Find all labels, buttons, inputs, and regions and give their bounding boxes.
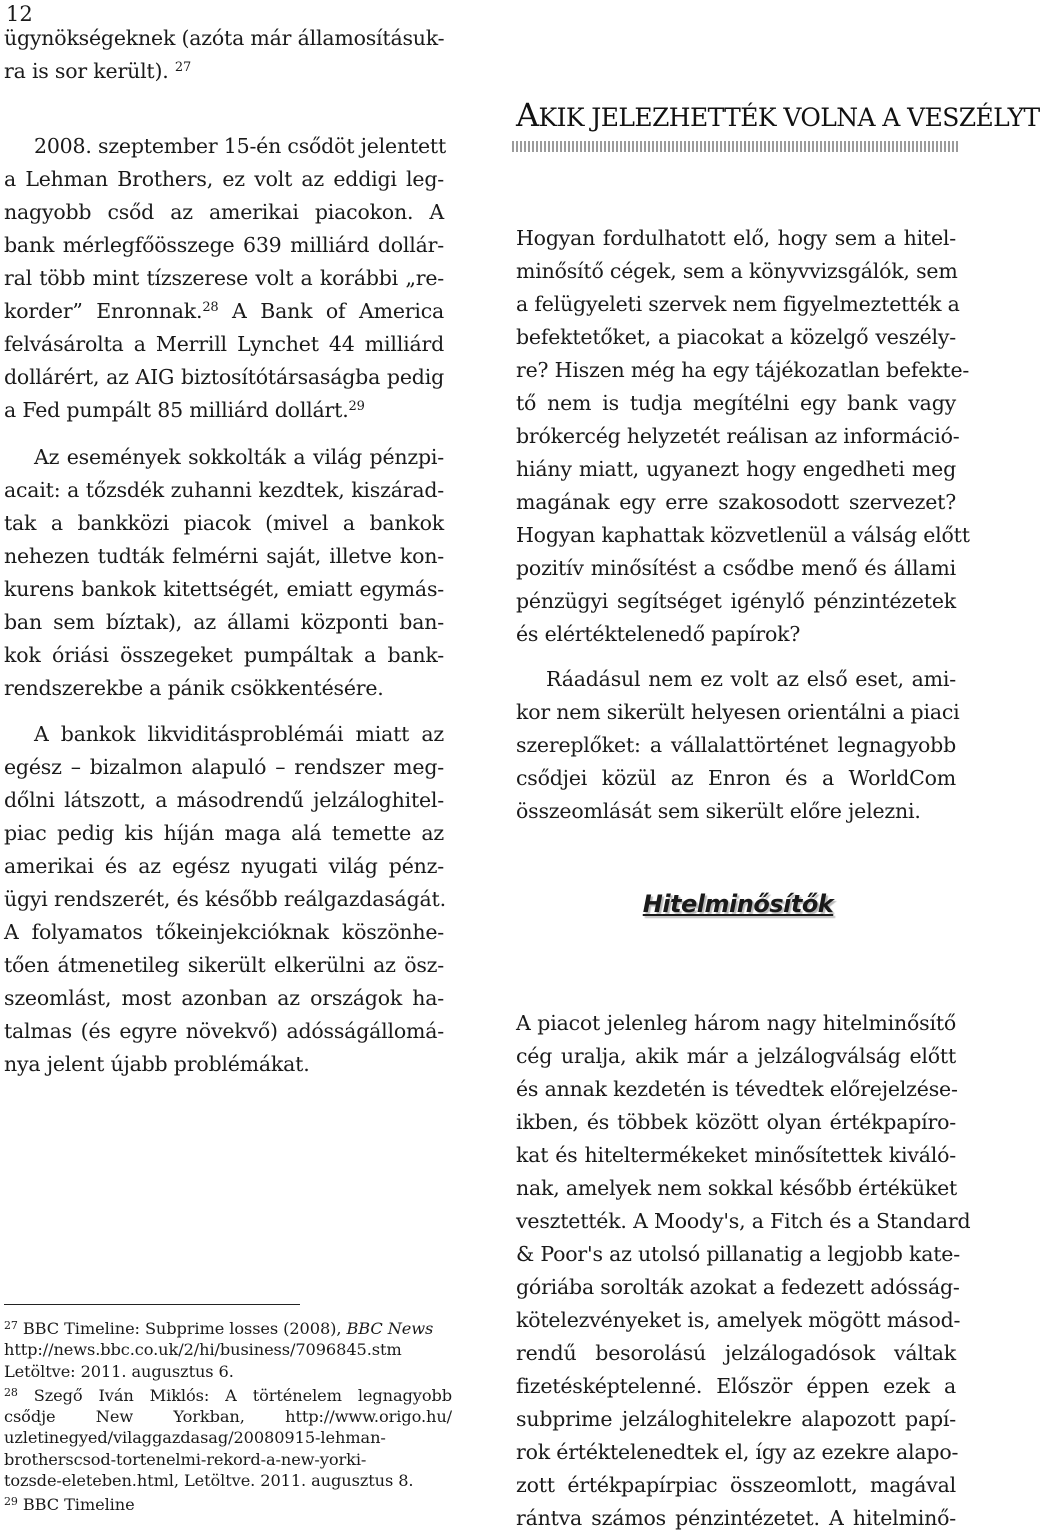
text-line: a Fed pumpált 85 milliárd dollárt.$^{29}$	[4, 398, 365, 422]
text-line: talmas (és egyre növekvő) adósságállomá-	[4, 1019, 444, 1043]
text-line: ra is sor került). $^{27}$	[4, 59, 192, 83]
text-line: nagyobb csőd az amerikai piacokon. A	[4, 200, 444, 224]
text-line: és annak kezdetén is tévedtek előrejelzése-	[516, 1077, 958, 1101]
text-line: A piacot jelenleg három nagy hitelminősítő	[516, 1011, 956, 1035]
text-line: subprime jelzáloghitelekre alapozott papí-	[516, 1407, 956, 1431]
footnote-ref: 29	[348, 399, 365, 414]
text-line: re? Hiszen még ha egy tájékozatlan befekte-	[516, 358, 970, 382]
footnote-line: Letöltve: 2011. augusztus 6.	[4, 1361, 234, 1381]
text-line: tően átmenetileg sikerült elkerülni az ösz-	[4, 953, 444, 977]
section-title: AKIK JELEZHETTÉK VOLNA A VESZÉLYT	[516, 96, 1040, 134]
text-line: rok értéktelenedtek el, így az ezekre alapo-	[516, 1440, 959, 1464]
text-line: pozitív minősítést a csődbe menő és állami	[516, 556, 956, 580]
text-line: nehezen tudták felmérni saját, illetve kon-	[4, 544, 444, 568]
footnote-29	[4, 1494, 452, 1515]
text-line: cég uralja, akik már a jelzálogválság előtt	[516, 1044, 956, 1068]
footnote-line: $^{27}$ BBC Timeline: Subprime losses (2008), BBC News	[4, 1319, 434, 1338]
text-line: szereplőket: a vállalattörténet legnagyobb	[516, 733, 956, 757]
text-line: zott értékpapírpiac összeomlott, magával	[516, 1473, 956, 1497]
left-paragraph-1	[4, 22, 444, 88]
title-underline-bar	[512, 141, 958, 152]
footnote-27	[4, 1318, 452, 1382]
text-line: ügyi rendszerét, és később reálgazdaságát.	[4, 887, 446, 911]
text-line: A folyamatos tőkeinjekcióknak köszönhe-	[4, 920, 444, 944]
text-line: nya jelent újabb problémákat.	[4, 1052, 310, 1076]
footnote-line: tozsde-eleteben.html, Letöltve. 2011. augusztus 8.	[4, 1471, 414, 1491]
text-line: A bankok likviditásproblémái miatt az	[34, 722, 444, 746]
footnote-ref: 28	[202, 300, 219, 315]
text-line: rántva számos pénzintézetet. A hitelminő-	[516, 1506, 956, 1530]
text-line: amerikai és az egész nyugati világ pénz-	[4, 854, 444, 878]
text-line: ban sem bíztak), az állami központi ban-	[4, 610, 444, 634]
footnote-line: brotherscsod-tortenelmi-rekord-a-new-yorki-	[4, 1449, 367, 1469]
text-line: góriába sorolták azokat a fedezett adósság-	[516, 1275, 960, 1299]
text-line: Hogyan kaphattak közvetlenül a válság előtt	[516, 523, 970, 547]
text-line: 2008. szeptember 15-én csődöt jelentett	[34, 134, 447, 158]
text-line: ikben, és többek között olyan értékpapíro-	[516, 1110, 956, 1134]
source-name: BBC News	[346, 1319, 434, 1338]
text-line: dőlni látszott, a másodrendű jelzáloghitel-	[4, 788, 444, 812]
footnote-28	[4, 1385, 452, 1491]
footnote-link[interactable]: http://news.bbc.co.uk/2/hi/business/7096845.stm	[4, 1340, 402, 1360]
text-line: pénzügyi segítséget igénylő pénzintézetek	[516, 589, 956, 613]
footnote-line: $^{28}$ Szegő Iván Miklós: A történelem legnagyobb	[4, 1385, 452, 1405]
text-line: kok óriási összegeket pumpáltak a bank-	[4, 643, 444, 667]
text-line: kat és hiteltermékeket minősítettek kiváló-	[516, 1143, 956, 1167]
right-paragraph-3	[516, 1007, 971, 1535]
right-paragraph-2	[516, 663, 960, 828]
text-line: a Lehman Brothers, ez volt az eddigi leg-	[4, 167, 444, 191]
text-line: piac pedig kis híján maga alá temette az	[4, 821, 444, 845]
left-paragraph-2-body	[4, 163, 444, 427]
footnote-line: uzletinegyed/vilaggazdasag/20080915-lehman-	[4, 1428, 386, 1448]
text-line: brókercég helyzetét reálisan az információ-	[516, 424, 960, 448]
footnote-ref: 27	[174, 60, 192, 75]
page-number: 12	[6, 2, 33, 26]
text-line: rendszerekbe a pánik csökkentésére.	[4, 676, 384, 700]
text-line: nak, amelyek nem sokkal később értéküket	[516, 1176, 958, 1200]
text-line: egész – bizalmon alapuló – rendszer meg-	[4, 755, 444, 779]
text-line: magának egy erre szakosodott szervezet?	[516, 490, 956, 514]
text-line: dollárért, az AIG biztosítótársaságba pedig	[4, 365, 444, 389]
text-line: korder” Enronnak.$^{28}$ A Bank of America	[4, 299, 445, 323]
text-line: felvásárolta a Merrill Lynchet 44 milliárd	[4, 332, 444, 356]
text-line: és elértéktelenedő papírok?	[516, 622, 801, 646]
footnote-line: csődje New Yorkban, http://www.origo.hu/	[4, 1407, 452, 1427]
text-line: vesztették. A Moody's, a Fitch és a Standard	[516, 1209, 971, 1233]
text-line: kurens bankok kitettségét, emiatt egymás-	[4, 577, 444, 601]
text-line: Az események sokkolták a világ pénzpi-	[34, 445, 444, 469]
text-line: acait: a tőzsdék zuhanni kezdtek, kiszárad-	[4, 478, 444, 502]
text-line: & Poor's az utolsó pillanatig a legjobb kate-	[516, 1242, 960, 1266]
text-line: Hogyan fordulhatott elő, hogy sem a hitel-	[516, 226, 956, 250]
text-line: hiány miatt, ugyanezt hogy engedheti meg	[516, 457, 956, 481]
text-line: összeomlását sem sikerült előre jelezni.	[516, 799, 921, 823]
text-line: bank mérlegfőösszege 639 milliárd dollár-	[4, 233, 444, 257]
left-paragraph-3	[4, 441, 444, 705]
footnote-separator	[4, 1304, 300, 1305]
text-line: Ráadásul nem ez volt az első eset, ami-	[546, 667, 956, 691]
footnotes	[4, 1318, 452, 1519]
text-line: szeomlást, most azonban az országok ha-	[4, 986, 444, 1010]
left-paragraph-2	[4, 130, 447, 163]
text-line: ügynökségeknek (azóta már államosításuk-	[4, 26, 445, 50]
text-line: kor nem sikerült helyesen orientálni a piaci	[516, 700, 960, 724]
subheading-hitelminositok: Hitelminősítők	[642, 890, 834, 918]
text-line: minősítő cégek, sem a könyvvizsgálók, sem	[516, 259, 958, 283]
text-line: tak a bankközi piacok (mivel a bankok	[4, 511, 444, 535]
text-line: tő nem is tudja megítélni egy bank vagy	[516, 391, 956, 415]
right-paragraph-1	[516, 222, 970, 651]
text-line: csődjei közül az Enron és a WorldCom	[516, 766, 956, 790]
text-line: ral több mint tízszerese volt a korábbi „re-	[4, 266, 444, 290]
text-line: kötelezvényeket is, amelyek mögött másod-	[516, 1308, 961, 1332]
text-line: a felügyeleti szervek nem figyelmeztették a	[516, 292, 960, 316]
left-paragraph-4	[4, 718, 444, 1081]
text-line: rendű besorolású jelzálogadósok váltak	[516, 1341, 956, 1365]
text-line: befektetőket, a piacokat a közelgő veszély-	[516, 325, 956, 349]
footnote-line: $^{29}$ BBC Timeline	[4, 1495, 135, 1515]
text-line: fizetésképtelenné. Először éppen ezek a	[516, 1374, 956, 1398]
